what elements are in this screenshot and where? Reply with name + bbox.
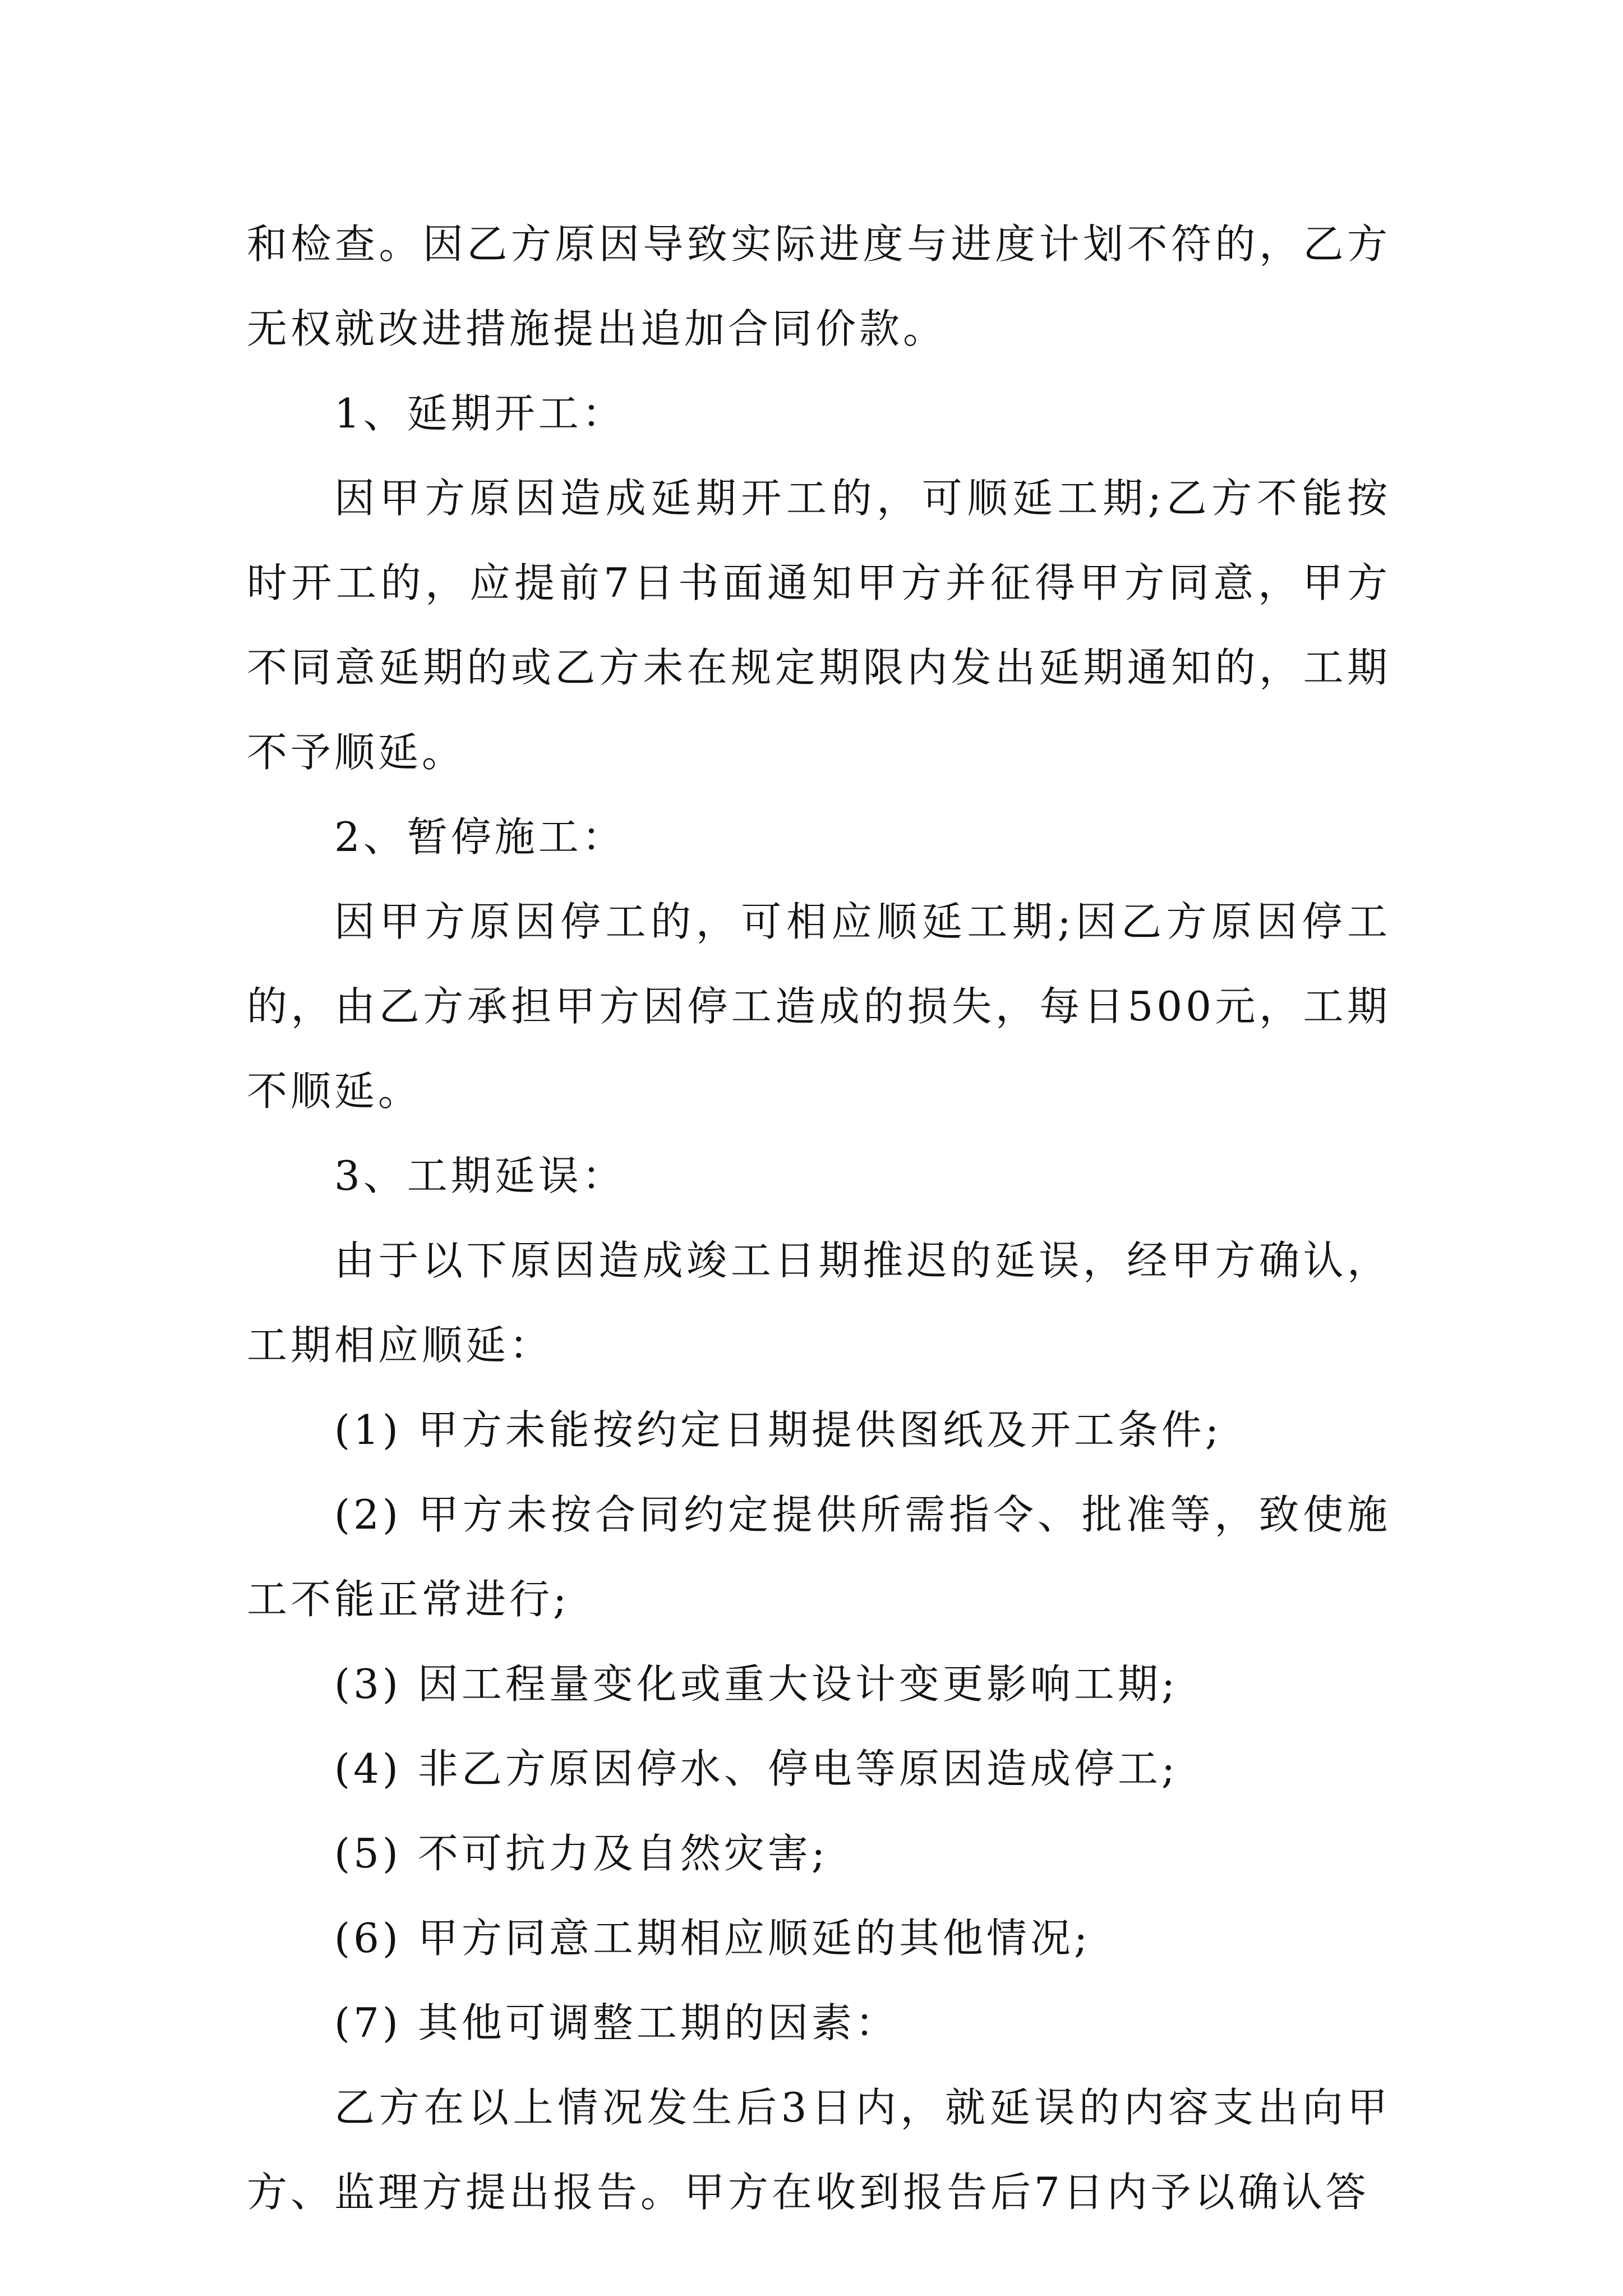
heading-suspension: 2、暂停施工：: [334, 813, 626, 861]
paragraph-suspension: 因甲方原因停工的，可相应顺延工期;因乙方原因停工的，由乙方承担甲方因停工造成的损失，每日500元，工期不顺延。: [247, 898, 1391, 1115]
list-item-1: (1) 甲方未能按约定日期提供图纸及开工条件;: [334, 1406, 1223, 1453]
heading-delayed-start: 1、延期开工：: [334, 390, 626, 437]
list-item-4: (4) 非乙方原因停水、停电等原因造成停工;: [334, 1745, 1179, 1792]
paragraph-delayed-start: 因甲方原因造成延期开工的，可顺延工期;乙方不能按时开工的，应提前7日书面通知甲方并征得甲方同意，甲方不同意延期的或乙方未在规定期限内发出延期通知的，工期不予顺延。: [247, 475, 1391, 776]
list-item-6: (6) 甲方同意工期相应顺延的其他情况;: [334, 1915, 1091, 1962]
list-item-7: (7) 其他可调整工期的因素：: [334, 1999, 899, 2046]
document-body: [247, 202, 1391, 2235]
list-item-2: (2) 甲方未按合同约定提供所需指令、批准等，致使施工不能正常进行;: [247, 1491, 1391, 1623]
list-item-3: (3) 因工程量变化或重大设计变更影响工期;: [334, 1660, 1179, 1708]
heading-schedule-delay: 3、工期延误：: [334, 1152, 626, 1199]
paragraph-report: 乙方在以上情况发生后3日内，就延误的内容支出向甲方、监理方提出报告。甲方在收到报告后7日内予以确认答: [247, 2084, 1391, 2216]
paragraph-schedule-delay: 由于以下原因造成竣工日期推迟的延误，经甲方确认，工期相应顺延：: [247, 1237, 1391, 1369]
paragraph-continuation: 和检查。因乙方原因导致实际进度与进度计划不符的，乙方无权就改进措施提出追加合同价款。: [247, 220, 1391, 352]
list-item-5: (5) 不可抗力及自然灾害;: [334, 1830, 829, 1877]
